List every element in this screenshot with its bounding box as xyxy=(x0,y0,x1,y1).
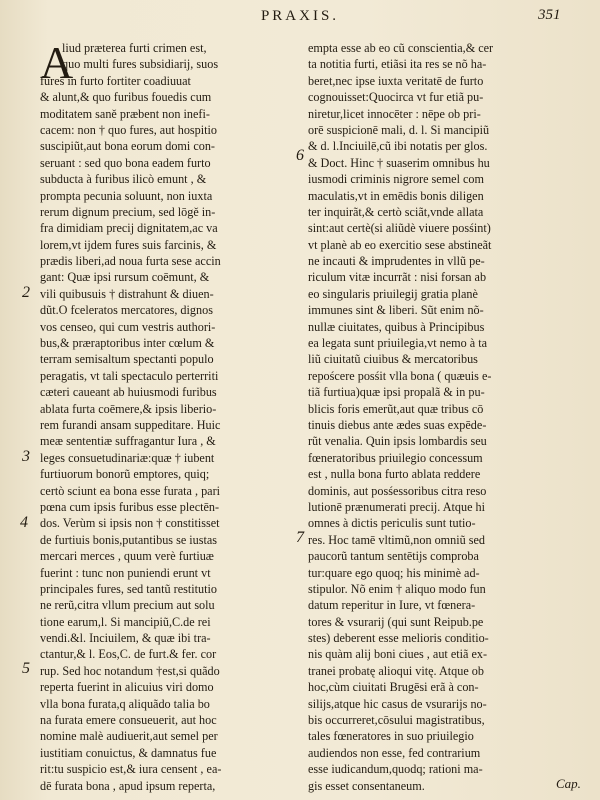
left-column-line: liud præterea furti crimen est, xyxy=(62,41,207,55)
left-column-line: suscipiũt,aut bona eorum domi con- xyxy=(40,139,215,154)
left-column-line: vlla bona furata,q aliquãdo talia bo xyxy=(40,696,210,711)
right-column-line: niretur,licet innocēter : nēpe ob pri- xyxy=(308,106,481,121)
left-column-line: cacem: non † quo fures, aut hospitio xyxy=(40,122,218,137)
left-column-line: fuerint : tunc non puniendi erunt vt xyxy=(40,565,211,580)
right-column-line: blicis foris emerũt,aut quæ tribus cō xyxy=(308,401,484,416)
drop-cap-initial: A xyxy=(40,37,74,88)
left-column-line: nomine malè audiuerit,aut semel per xyxy=(40,729,218,744)
left-column-line: certò sciunt ea bona esse furata , pari xyxy=(40,483,221,498)
right-column-line: tur:quare ego quoq; his minimè ad- xyxy=(308,565,480,580)
right-column-line: orē suspicionē mali, d. l. Si mancipiũ xyxy=(308,122,490,137)
right-column-line: fœneratoribus priuilegio concessum xyxy=(308,450,483,465)
left-text-column xyxy=(40,37,272,794)
right-column-line: dominis, aut posśessoribus citra reso xyxy=(308,483,487,498)
right-column-line: eo singularis priuilegij gratia planè xyxy=(308,286,478,301)
running-title: PRAXIS. xyxy=(260,8,340,24)
right-column-line: & d. l.Inciuilē,cũ ibi notatis per glos. xyxy=(308,139,488,154)
right-column-line: silijs,atque hic casus de vsurarijs no- xyxy=(308,696,487,711)
left-column-line: dē furata bona , apud ipsum reperta, xyxy=(40,778,216,793)
margin-number-4: 4 xyxy=(20,514,28,531)
left-column-line: bus,& præraptoribus inter cœlum & xyxy=(40,336,215,351)
left-column-line: ablata furta coēmere,& ipsis liberio- xyxy=(40,401,217,416)
right-column-line: tranei probatę alioqui vitę. Atque ob xyxy=(308,663,484,678)
right-column-line: gis esset consentaneum. xyxy=(308,778,425,793)
right-column-line: ter inquirãt,& certò sciãt,vnde allata xyxy=(308,204,484,219)
left-column-line: rem furandi ansam suppeditare. Huic xyxy=(40,417,221,432)
left-column-line: lorem,vt ijdem fures suis farcinis, & xyxy=(40,237,217,252)
left-column-line: subducta à furibus ilicò emunt , & xyxy=(40,172,207,187)
left-column-line: ctantur,& l. Eos,C. de furt.& fer. cor xyxy=(40,647,217,662)
left-column-line: furtiuorum bonorũ emptores, quiq; xyxy=(40,467,210,482)
right-column-line: audiendos non esse, fed contrarium xyxy=(308,745,481,760)
left-column-line: leges consuetudinariæ:quæ † iubent xyxy=(40,450,215,465)
left-column-line: prompta pecunia soluunt, non iuxta xyxy=(40,188,213,203)
right-column-line: lutionē prænumerati precij. Atque hi xyxy=(308,499,486,514)
right-column-line: liũ ciuitatũ ciuibus & mercatoribus xyxy=(308,352,478,367)
left-column-line: terram semisaltum spectanti populo xyxy=(40,352,214,367)
right-column-line: iusmodi criminis nigrore semel com xyxy=(308,172,485,187)
right-column-line: tales fœneratores in suo priuilegio xyxy=(308,729,474,744)
left-column-line: & alunt,& quo furibus fouedis cum xyxy=(40,90,212,105)
right-column-line: cognouisset:Quocirca vt fur etiã pu- xyxy=(308,90,484,105)
right-column-line: omnes à dictis periculis sunt tutio- xyxy=(308,516,476,531)
left-column-line: vos censeo, qui cum vestris authori- xyxy=(40,319,216,334)
left-column-line: moditatem saně præbent non inefi- xyxy=(40,106,210,121)
right-column-line: nullæ ciuitates, quibus à Principibus xyxy=(308,319,485,334)
left-column-line: rit:tu suspicio est,& iura censent , ea- xyxy=(40,762,222,777)
margin-number-3: 3 xyxy=(22,448,30,465)
right-column-line: immunes sint & liberi. Sũt enim nõ- xyxy=(308,303,484,318)
margin-number-2: 2 xyxy=(22,284,30,301)
right-column-line: ta notitia furti, etiãsi ita res se nõ ha- xyxy=(308,57,487,72)
right-column-line: est , nulla bona furto ablata reddere xyxy=(308,467,481,482)
right-column-line: sint:aut certè(si aliũdè viuere posśint) xyxy=(308,221,491,236)
right-text-column xyxy=(308,40,570,794)
margin-number-5: 5 xyxy=(22,660,30,677)
margin-number-7: 7 xyxy=(296,529,304,546)
page-number: 351 xyxy=(538,7,561,23)
margin-number-6: 6 xyxy=(296,147,304,164)
right-column-line: datum reperitur in Iure, vt fœnera- xyxy=(308,598,476,613)
left-column-line: na furata emere consueuerit, aut hoc xyxy=(40,713,217,728)
right-column-line: stipulor. Nõ enim † aliquo modo fun xyxy=(308,581,486,596)
right-column-line: hoc,cùm ciuitati Brugēsi erã à con- xyxy=(308,680,479,695)
left-column-line: gant: Quæ ipsi rursum coēmunt, & xyxy=(40,270,210,285)
right-column-line: tinuis diebus ante ædes suas expēde- xyxy=(308,417,487,432)
right-column-line: & Doct. Hinc † suaserim omnibus hu xyxy=(308,155,490,170)
right-column-line: empta esse ab eo cũ conscientia,& cer xyxy=(308,41,494,55)
catchword: Cap. xyxy=(556,776,581,791)
left-column-line: ne rerũ,citra vllum precium aut solu xyxy=(40,598,215,613)
right-column-line: tores & vsurarij (qui sunt Reipub.pe xyxy=(308,614,484,629)
right-column-line: riculum vitæ incurrãt : nisi forsan ab xyxy=(308,270,487,285)
left-column-line: seruant : sed quo bona eadem furto xyxy=(40,155,211,170)
right-column-line: res. Hoc tamē vltimũ,non omniũ sed xyxy=(308,532,486,547)
left-column-line: meæ sententiæ suffragantur Iura , & xyxy=(40,434,216,449)
right-column-line: esse iudicandum,quodq; rationi ma- xyxy=(308,762,483,777)
left-column-line: iustitiam conuictus, & damnatus fue xyxy=(40,745,217,760)
right-column-line: bis occurreret,cōsului magistratibus, xyxy=(308,713,485,728)
left-column-line: vendi.&l. Inciuilem, & quæ ibi tra- xyxy=(40,631,211,646)
left-column-line: principales fures, sed tantũ restitutio xyxy=(40,581,218,596)
right-column-line: maculatis,vt in emēdis bonis diligen xyxy=(308,188,484,203)
left-column-line: peragatis, vt tali spectaculo perterriti xyxy=(40,368,219,383)
right-column-line: stes) deberent esse melioris conditio- xyxy=(308,631,489,646)
right-column-line: tiã furtiua)quæ ipsi propalã & in pu- xyxy=(308,385,485,400)
right-column-line: paucorũ tantum sentētijs comproba xyxy=(308,549,479,564)
right-column-line: vt planè ab eo exercitio sese abstineãt xyxy=(308,237,492,252)
left-column-line: tione earum,l. Si mancipiũ,C.de rei xyxy=(40,614,211,629)
right-column-line: ne incauti & imprudentes in vllũ pe- xyxy=(308,254,485,269)
left-column-line: cæteri caueant ab huiusmodi furibus xyxy=(40,385,217,400)
left-column-line: fures in furto fortiter coadiuuat xyxy=(40,73,191,88)
left-column-line: mercari merces , quum verè furtiuæ xyxy=(40,549,214,564)
right-column-line: repoścere posśit vlla bona ( quæuis e- xyxy=(308,368,492,383)
left-column-line: rup. Sed hoc notandum †est,si quãdo xyxy=(40,663,220,678)
right-column-line: rũt venalia. Quin ipsis lombardis seu xyxy=(308,434,487,449)
left-column-line: reperta fuerint in alicuius viri domo xyxy=(40,680,214,695)
left-column-line: quo multi fures subsidiarij, suos xyxy=(62,57,219,72)
right-column-line: ea legata sunt priuilegia,vt nemo à ta xyxy=(308,336,488,351)
left-column-line: pœna cum ipsis furibus esse plectēn- xyxy=(40,499,220,514)
left-column-line: prædis liberi,ad noua furta sese accin xyxy=(40,254,221,269)
right-column-line: nis quàm alij boni ciues , aut etiã ex- xyxy=(308,647,488,662)
left-column-line: de furtiuis bonis,putantibus se iustas xyxy=(40,532,218,547)
left-column-line: fra dimidiam precij dignitatem,ac va xyxy=(40,221,218,236)
left-column-line: dos. Verùm si ipsis non † constitisset xyxy=(40,516,220,531)
right-column-line: beret,nec ipse iuxta veritatē de furto xyxy=(308,73,484,88)
left-column-line: vili quibusuis † distrahunt & diuen- xyxy=(40,286,214,301)
left-column-line: rerum dignum precium, sed lōgě in- xyxy=(40,204,216,219)
left-column-line: dũt.O fceleratos mercatores, dignos xyxy=(40,303,213,318)
